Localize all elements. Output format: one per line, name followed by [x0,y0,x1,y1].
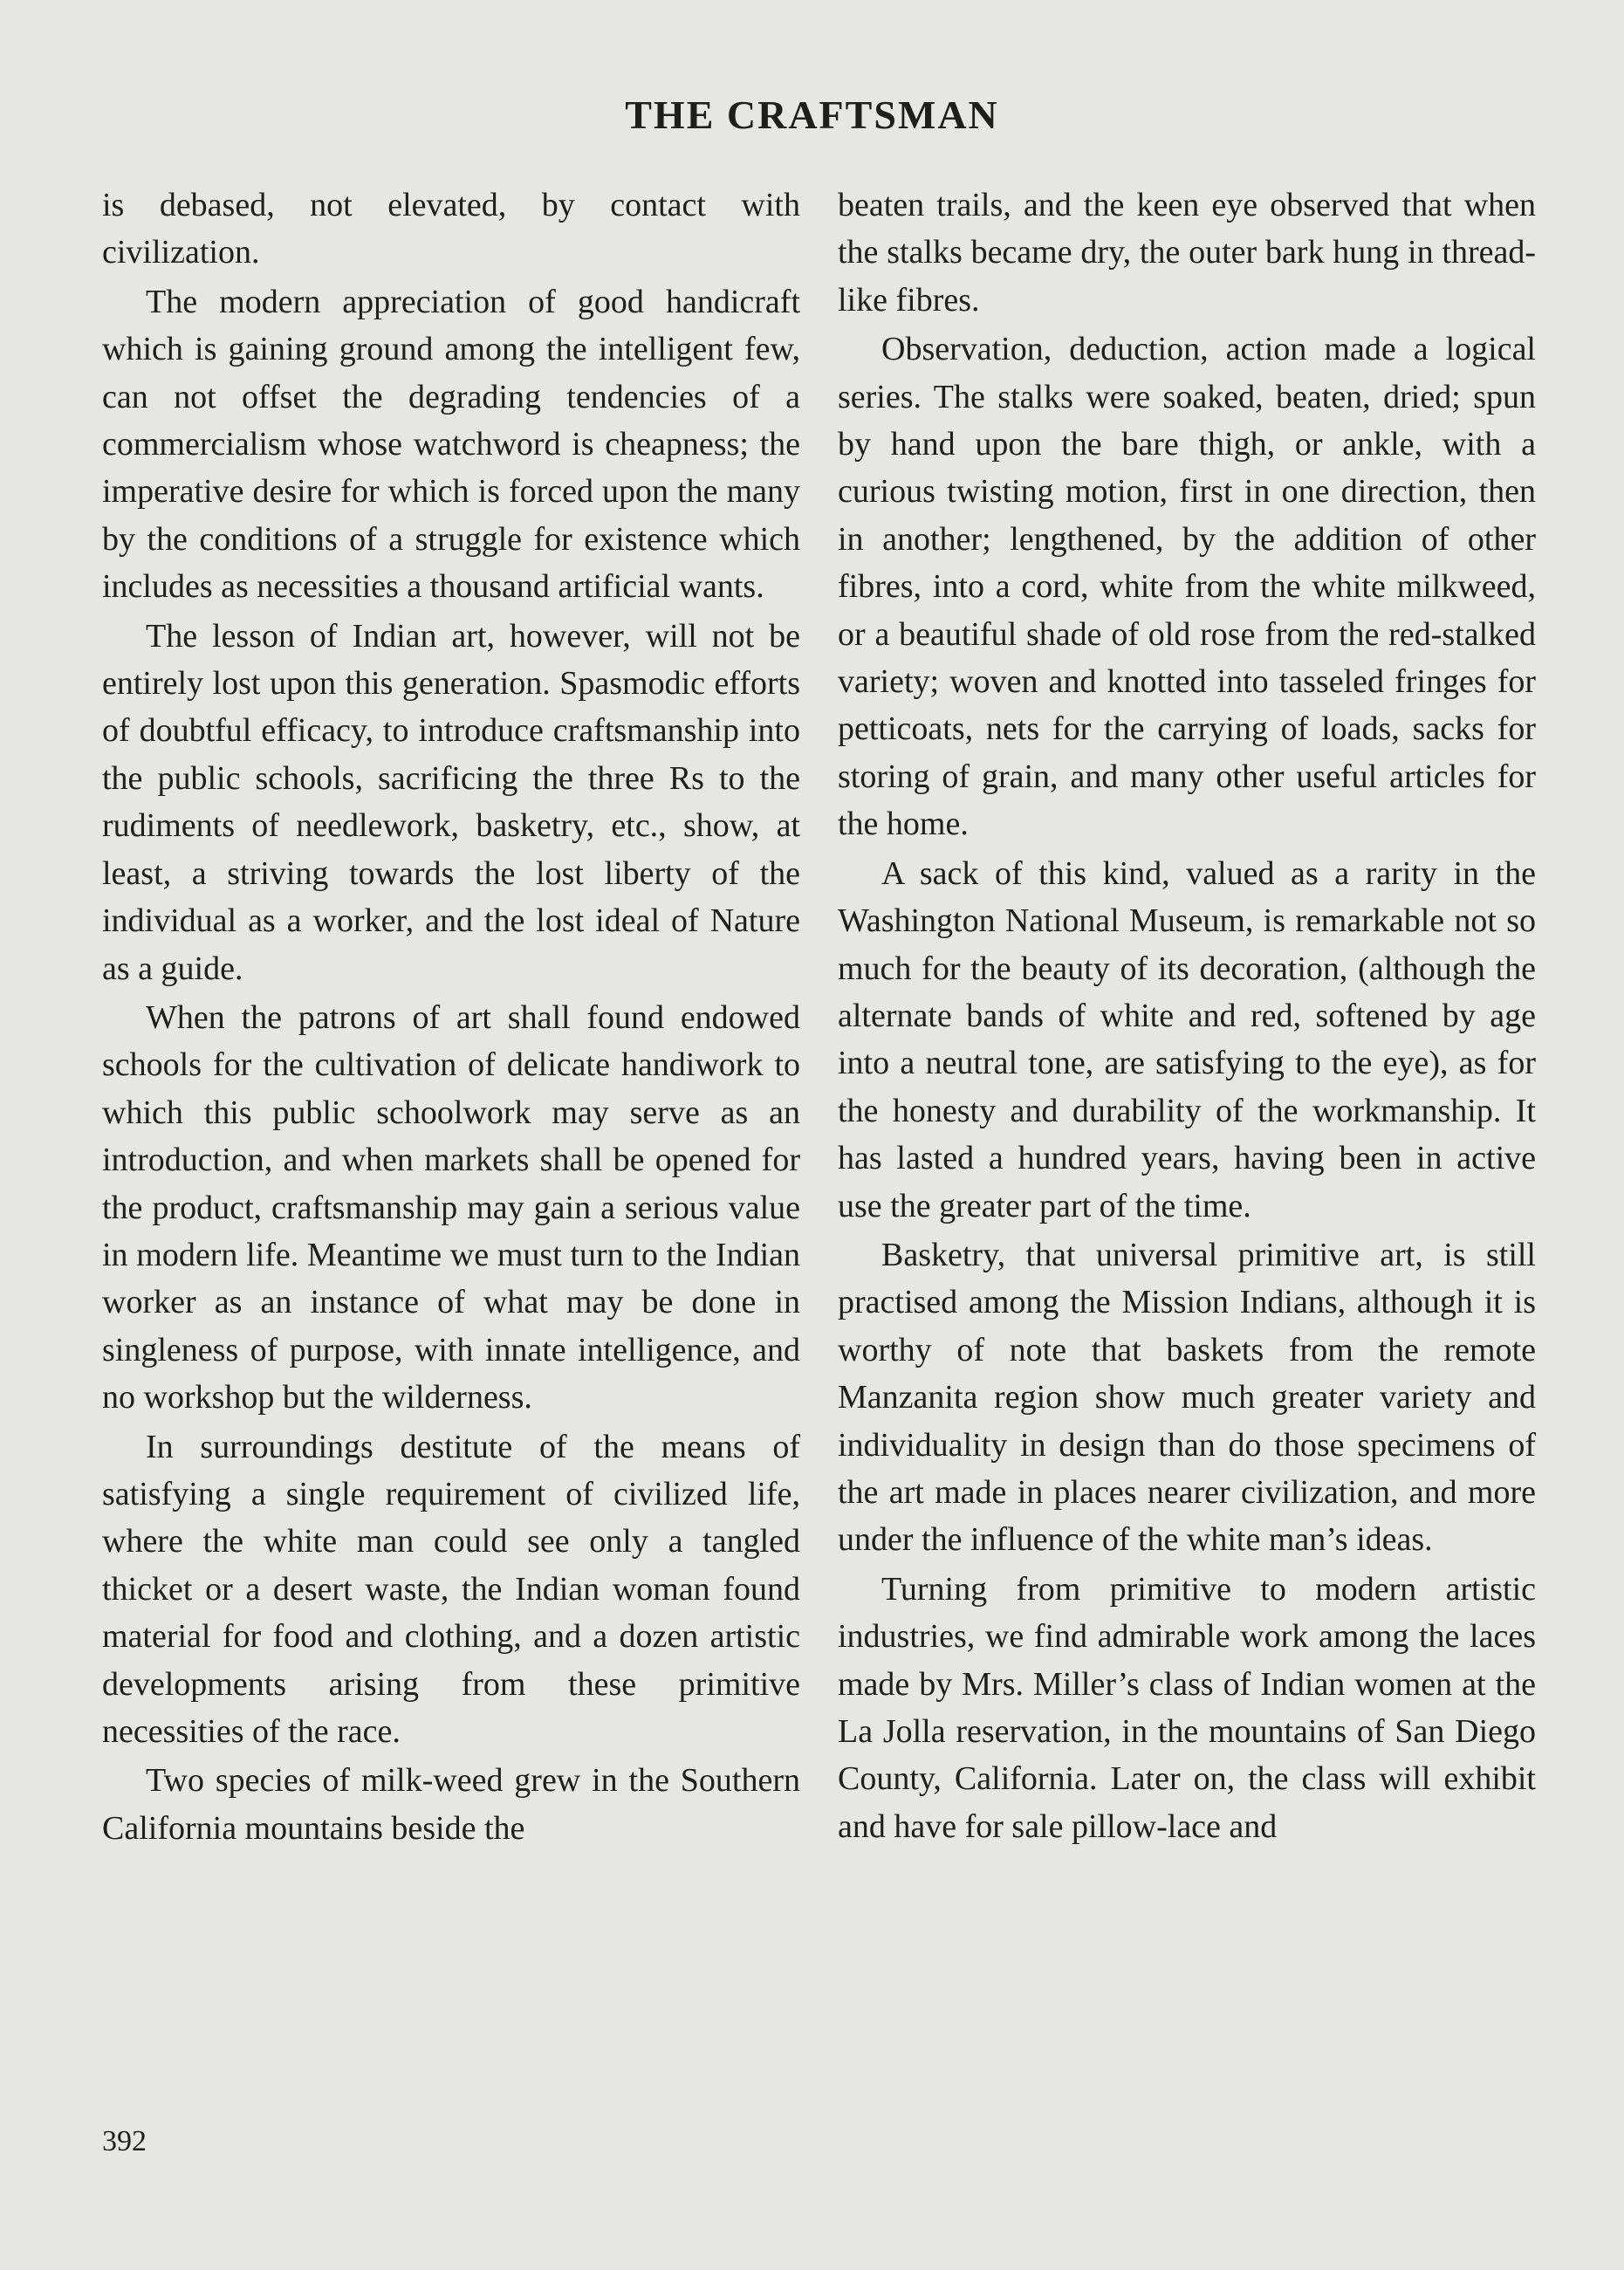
paragraph: A sack of this kind, valued as a rarity in the Washington National Museum, is remarkable not so much for the beauty of its decoration, (although the alternate bands of white and red, softened by age into a neutral tone, are satisfying to the eye), as for the honesty and durability of the workmanship. It has lasted a hundred years, having been in active use the greater part of the time. [838,854,1536,1224]
paragraph: The lesson of Indian art, however, will not be entirely lost upon this generation. Spasmodic efforts of doubtful efficacy, to introduce craftsmanship into the public schools, sacrificing the three Rs to the rudiments of needlework, basketry, etc., show, at least, a striving towards the lost liberty of the individual as a worker, and the lost ideal of Nature as a guide. [102,617,800,987]
paragraph: Turning from primitive to modern artistic industries, we find admirable work among the laces made by Mrs. Miller’s class of Indian women at the La Jolla reservation, in the mountains of San Diego County, California. Later on, the class will exhibit and have for sale pillow-lace and [838,1570,1536,1845]
paragraph: In surroundings destitute of the means of satisfying a single requirement of civilized life, where the white man could see only a tangled thicket or a desert waste, the Indian woman found material for food and clothing, and a dozen artistic developments arising from these primitive necessities of the race. [102,1428,800,1750]
paragraph: Basketry, that universal primitive art, is still practised among the Mission Indians, although it is worthy of note that baskets from the remote Manzanita region show much greater variety and individuality in design than do those specimens of the art made in places nearer civilization, and more under the influence of the white man’s ideas. [838,1236,1536,1559]
left-column [102,182,800,1854]
paragraph: Observation, deduction, action made a logical series. The stalks were soaked, beaten, dried; spun by hand upon the bare thigh, or ankle, with a curious twisting motion, first in one direction, then in another; lengthened, by the addition of other fibres, into a cord, white from the white milkweed, or a beautiful shade of old rose from the red-stalked variety; woven and knotted into tasseled fringes for petticoats, nets for the carrying of loads, sacks for storing of grain, and many other useful articles for the home. [838,331,1536,843]
paragraph: When the patrons of art shall found endowed schools for the cultivation of delicate handiwork to which this public schoolwork may serve as an introduction, and when markets shall be opened for the product, craftsmanship may gain a serious value in modern life. Meantime we must turn to the Indian worker as an instance of what may be done in singleness of purpose, with innate intelligence, and no workshop but the wilderness. [102,998,800,1416]
paragraph: is debased, not elevated, by contact with civilization. [102,187,800,271]
running-head-title: THE CRAFTSMAN [625,93,999,137]
page-number: 392 [102,2125,147,2157]
right-column [838,182,1536,1852]
paragraph: beaten trails, and the keen eye observed that when the stalks became dry, the outer bark hung in thread-like fibres. [838,187,1536,319]
paragraph: Two species of milk-weed grew in the Southern California mountains beside the [102,1762,800,1847]
paragraph: The modern appreciation of good handicraft which is gaining ground among the intelligent few, can not offset the degrading tendencies of a commercialism whose watchword is cheapness; the imperative desire for which is forced upon the many by the conditions of a struggle for existence which includes as necessities a thousand artificial wants. [102,283,800,606]
